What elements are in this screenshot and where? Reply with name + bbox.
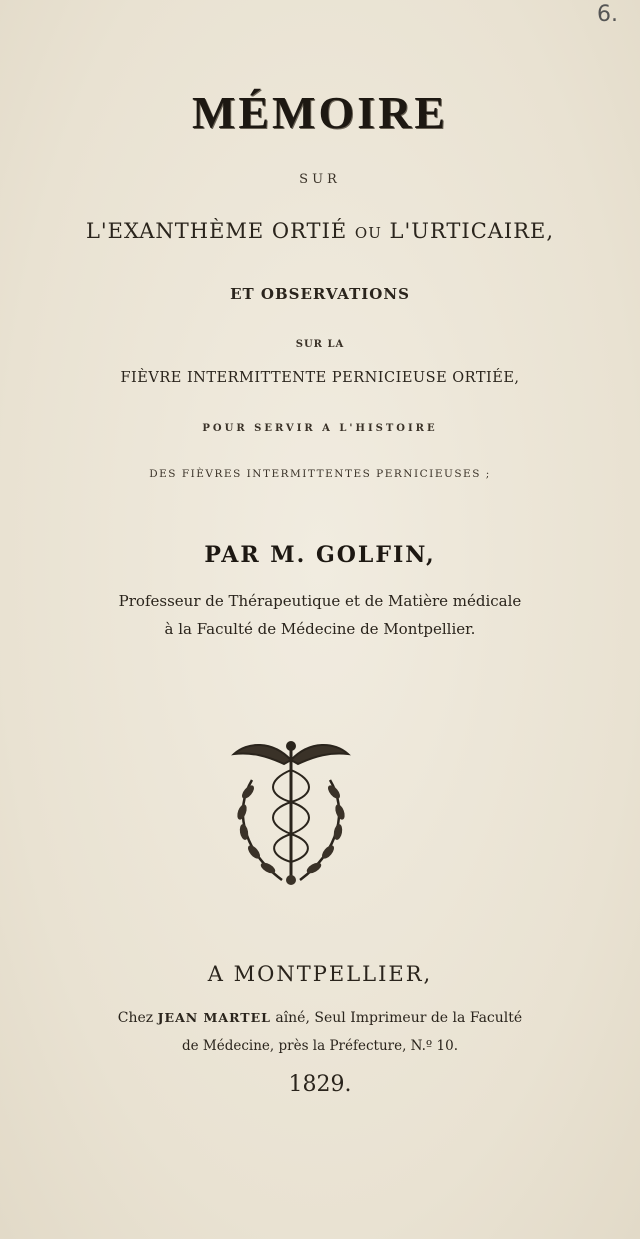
imprint-suffix: aîné, Seul Imprimeur de la Faculté [275,1010,523,1026]
place-line: A MONTPELLIER, [207,962,433,986]
subject-part1: L'EXANTHÈME ORTIÉ [85,219,348,243]
book-title: MÉMOIRE [191,87,449,138]
des-fievres-line: DES FIÈVRES INTERMITTENTES PERNICIEUSES ; [149,468,491,480]
et-observations-line: ET OBSERVATIONS [230,285,410,303]
imprint-line-1 [0,1010,640,1026]
publication-year: 1829. [288,1072,352,1097]
sur-la-line: SUR LA [295,339,345,350]
imprint-prefix: Chez [117,1010,154,1026]
author-line: PAR M. GOLFIN, [204,542,436,568]
pour-servir-line: POUR SERVIR A L'HISTOIRE [202,423,438,434]
subject-ou: OU [354,224,382,242]
profession-line-1: Professeur de Thérapeutique et de Matière médicale [118,592,522,610]
imprint-name: JEAN MARTEL [157,1010,271,1025]
subject-part2: L'URTICAIRE, [389,219,555,243]
fievre-line: FIÈVRE INTERMITTENTE PERNICIEUSE ORTIÉE, [120,370,520,386]
imprint-line-2: de Médecine, près la Préfecture, N.º 10. [181,1038,459,1054]
caduceus-emblem-icon [222,730,360,888]
subject-line [0,219,640,243]
sur-line: SUR [299,172,341,187]
profession-line-2: à la Faculté de Médecine de Montpellier. [164,620,476,638]
page-number-mark: 6. [597,2,618,27]
